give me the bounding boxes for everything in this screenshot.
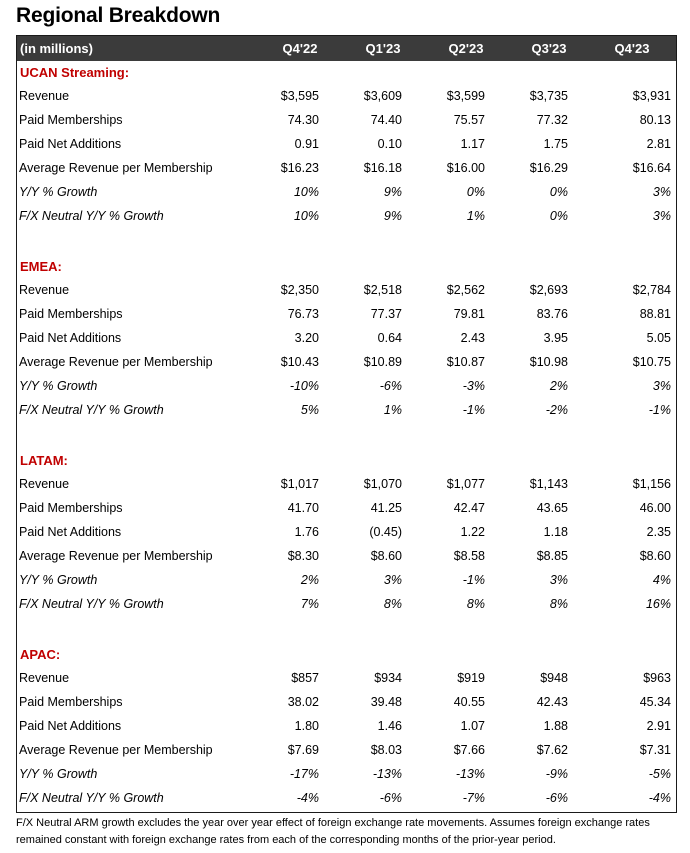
- row-value: $1,077: [446, 477, 485, 491]
- row-value: $16.29: [529, 161, 568, 175]
- row-value: $8.60: [370, 549, 402, 563]
- row-value: 77.32: [536, 113, 568, 127]
- row-value: $8.03: [370, 743, 402, 757]
- row-value: $8.58: [453, 549, 485, 563]
- row-value: 1.46: [377, 719, 402, 733]
- row-label: Paid Memberships: [19, 501, 123, 515]
- row-value: 1.88: [543, 719, 568, 733]
- row-value: 2%: [300, 573, 319, 587]
- row-value: $8.85: [536, 549, 568, 563]
- row-value: 88.81: [639, 307, 671, 321]
- row-label: Y/Y % Growth: [19, 379, 98, 393]
- row-label: F/X Neutral Y/Y % Growth: [19, 403, 164, 417]
- table-row: [17, 691, 676, 715]
- row-label: Average Revenue per Membership: [19, 355, 213, 369]
- row-value: 7%: [300, 597, 319, 611]
- row-label: Revenue: [19, 283, 70, 297]
- row-value: 1.17: [460, 137, 485, 151]
- row-value: 1%: [466, 209, 485, 223]
- row-value: $1,143: [529, 477, 568, 491]
- row-value: -6%: [545, 791, 568, 805]
- header-units-label: (in millions): [20, 41, 93, 56]
- table-row: [17, 303, 676, 327]
- row-value: 1.75: [543, 137, 568, 151]
- row-value: $16.64: [632, 161, 671, 175]
- row-value: $3,609: [363, 89, 402, 103]
- row-value: 8%: [549, 597, 568, 611]
- row-value: 46.00: [639, 501, 671, 515]
- row-value: $1,017: [280, 477, 319, 491]
- table-row: [17, 133, 676, 157]
- table-row: [17, 85, 676, 109]
- row-label: Paid Net Additions: [19, 525, 122, 539]
- table-row: [17, 787, 676, 811]
- row-value: 1.07: [460, 719, 485, 733]
- header-col-q4-22: Q4'22: [282, 41, 318, 56]
- section-title: EMEA:: [20, 259, 62, 274]
- row-value: $10.98: [529, 355, 568, 369]
- row-value: $16.00: [446, 161, 485, 175]
- row-label: Paid Net Additions: [19, 719, 122, 733]
- row-value: 74.40: [370, 113, 402, 127]
- row-value: -7%: [462, 791, 485, 805]
- row-label: Paid Memberships: [19, 695, 123, 709]
- row-value: 10%: [293, 185, 319, 199]
- row-value: 5%: [300, 403, 319, 417]
- row-value: (0.45): [369, 525, 402, 539]
- row-value: 5.05: [646, 331, 671, 345]
- row-value: 0.91: [294, 137, 319, 151]
- section-title: UCAN Streaming:: [20, 65, 130, 80]
- header-col-q4-23: Q4'23: [614, 41, 650, 56]
- row-label: Paid Net Additions: [19, 331, 122, 345]
- row-value: 0%: [549, 209, 568, 223]
- row-value: 39.48: [370, 695, 402, 709]
- row-value: 0%: [549, 185, 568, 199]
- row-value: -1%: [462, 403, 485, 417]
- table-row: [17, 593, 676, 617]
- row-value: 8%: [383, 597, 402, 611]
- table-row: [17, 763, 676, 787]
- row-value: 1.22: [460, 525, 485, 539]
- footnote: F/X Neutral ARM growth excludes the year over year effect of foreign exchange rate movements. Assumes foreign exchange rates remained constant with foreign exchange rates from each of the corresponding months of the prior-year period.: [16, 817, 650, 846]
- table-row: [17, 399, 676, 423]
- row-value: $2,518: [363, 283, 402, 297]
- section-title: LATAM:: [20, 453, 68, 468]
- row-value: $8.60: [639, 549, 671, 563]
- row-value: 16%: [645, 597, 671, 611]
- row-value: 83.76: [536, 307, 568, 321]
- row-value: -4%: [648, 791, 671, 805]
- row-value: -10%: [289, 379, 319, 393]
- row-value: $919: [457, 671, 485, 685]
- header-col-q2-23: Q2'23: [448, 41, 484, 56]
- row-value: $3,595: [280, 89, 319, 103]
- row-value: -17%: [289, 767, 319, 781]
- row-value: 41.70: [287, 501, 319, 515]
- row-label: F/X Neutral Y/Y % Growth: [19, 597, 164, 611]
- row-value: -1%: [462, 573, 485, 587]
- row-value: 1%: [383, 403, 402, 417]
- table-row: [17, 279, 676, 303]
- row-value: -1%: [648, 403, 671, 417]
- page-title: Regional Breakdown: [16, 4, 221, 27]
- table-row: [17, 327, 676, 351]
- row-value: 0.10: [377, 137, 402, 151]
- row-value: 8%: [466, 597, 485, 611]
- row-value: 0%: [466, 185, 485, 199]
- row-label: Revenue: [19, 89, 70, 103]
- row-value: 76.73: [287, 307, 319, 321]
- table-row: [17, 545, 676, 569]
- section-title: APAC:: [20, 647, 61, 662]
- table-row: [17, 569, 676, 593]
- row-value: 1.76: [294, 525, 319, 539]
- row-value: $16.23: [280, 161, 319, 175]
- row-label: Paid Net Additions: [19, 137, 122, 151]
- row-label: Average Revenue per Membership: [19, 743, 213, 757]
- row-value: $857: [291, 671, 319, 685]
- row-value: $934: [374, 671, 402, 685]
- row-label: Y/Y % Growth: [19, 767, 98, 781]
- row-value: 3.20: [294, 331, 319, 345]
- header-col-q1-23: Q1'23: [365, 41, 401, 56]
- row-value: $2,350: [280, 283, 319, 297]
- row-value: 0.64: [377, 331, 402, 345]
- row-value: $3,735: [529, 89, 568, 103]
- row-label: Revenue: [19, 477, 70, 491]
- row-value: 40.55: [453, 695, 485, 709]
- row-label: Average Revenue per Membership: [19, 161, 213, 175]
- row-value: $1,070: [363, 477, 402, 491]
- table-row: [17, 473, 676, 497]
- regional-breakdown-table: [16, 35, 677, 813]
- row-value: 2.43: [460, 331, 485, 345]
- row-value: -13%: [455, 767, 485, 781]
- table-row: [17, 205, 676, 229]
- row-value: $2,562: [446, 283, 485, 297]
- row-value: -6%: [379, 379, 402, 393]
- row-value: 3%: [652, 185, 671, 199]
- table-row: [17, 375, 676, 399]
- row-value: 79.81: [453, 307, 485, 321]
- row-value: 9%: [383, 209, 402, 223]
- row-value: 74.30: [287, 113, 319, 127]
- row-value: 1.18: [543, 525, 568, 539]
- row-value: 2.91: [646, 719, 671, 733]
- row-value: 9%: [383, 185, 402, 199]
- row-value: 43.65: [536, 501, 568, 515]
- row-label: Average Revenue per Membership: [19, 549, 213, 563]
- row-value: 3.95: [543, 331, 568, 345]
- table-row: [17, 715, 676, 739]
- row-value: -2%: [545, 403, 568, 417]
- row-value: 1.80: [294, 719, 319, 733]
- row-label: F/X Neutral Y/Y % Growth: [19, 209, 164, 223]
- row-value: 42.47: [453, 501, 485, 515]
- row-value: 2.35: [646, 525, 671, 539]
- row-value: $10.87: [446, 355, 485, 369]
- row-value: -9%: [545, 767, 568, 781]
- header-col-q3-23: Q3'23: [531, 41, 567, 56]
- row-value: -5%: [648, 767, 671, 781]
- row-value: $1,156: [632, 477, 671, 491]
- row-value: 77.37: [370, 307, 402, 321]
- row-value: 3%: [652, 379, 671, 393]
- row-value: $2,784: [632, 283, 671, 297]
- row-value: 38.02: [287, 695, 319, 709]
- row-value: -3%: [462, 379, 485, 393]
- row-value: $10.89: [363, 355, 402, 369]
- table-row: [17, 157, 676, 181]
- table-row: [17, 739, 676, 763]
- table-header-row: [17, 36, 676, 61]
- row-label: Y/Y % Growth: [19, 573, 98, 587]
- row-value: $7.69: [287, 743, 319, 757]
- row-value: 10%: [293, 209, 319, 223]
- row-value: $3,931: [632, 89, 671, 103]
- row-value: 3%: [383, 573, 402, 587]
- row-value: $7.31: [639, 743, 671, 757]
- row-value: 45.34: [639, 695, 671, 709]
- row-label: Y/Y % Growth: [19, 185, 98, 199]
- row-value: $963: [643, 671, 671, 685]
- row-value: 80.13: [639, 113, 671, 127]
- row-value: $7.66: [453, 743, 485, 757]
- row-value: 3%: [652, 209, 671, 223]
- table-row: [17, 521, 676, 545]
- row-label: Paid Memberships: [19, 113, 123, 127]
- row-value: -6%: [379, 791, 402, 805]
- row-label: Revenue: [19, 671, 70, 685]
- row-value: $3,599: [446, 89, 485, 103]
- row-value: $16.18: [363, 161, 402, 175]
- row-value: 42.43: [536, 695, 568, 709]
- row-value: 75.57: [453, 113, 485, 127]
- row-value: $8.30: [287, 549, 319, 563]
- row-value: $7.62: [536, 743, 568, 757]
- row-value: $10.75: [632, 355, 671, 369]
- row-value: $948: [540, 671, 568, 685]
- table-row: [17, 497, 676, 521]
- table-row: [17, 109, 676, 133]
- row-value: -13%: [372, 767, 402, 781]
- table-row: [17, 351, 676, 375]
- table-row: [17, 667, 676, 691]
- row-value: 4%: [652, 573, 671, 587]
- row-value: $10.43: [280, 355, 319, 369]
- row-value: 2.81: [646, 137, 671, 151]
- row-value: 3%: [549, 573, 568, 587]
- row-value: -4%: [296, 791, 319, 805]
- row-value: 41.25: [370, 501, 402, 515]
- row-label: F/X Neutral Y/Y % Growth: [19, 791, 164, 805]
- row-label: Paid Memberships: [19, 307, 123, 321]
- table-row: [17, 181, 676, 205]
- row-value: 2%: [549, 379, 568, 393]
- row-value: $2,693: [529, 283, 568, 297]
